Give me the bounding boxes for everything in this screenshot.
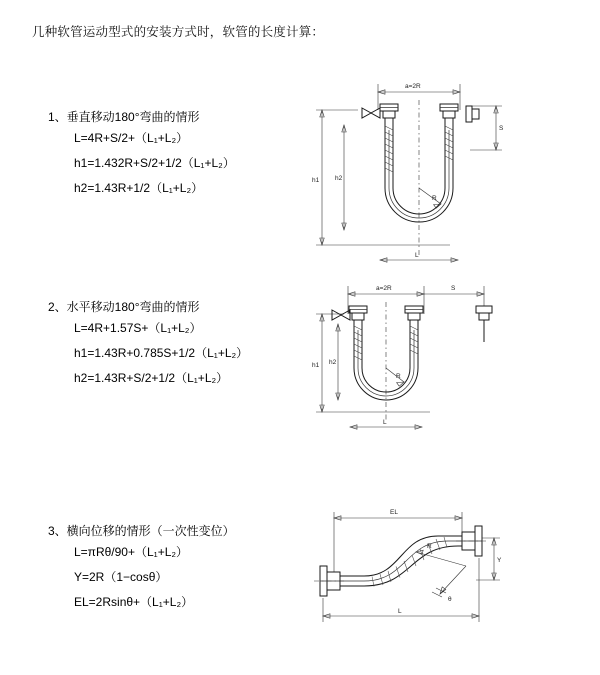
figure-3-radius-leader <box>416 543 466 603</box>
figure-2-flange-right <box>405 306 423 320</box>
section-2-formula-2: h1=1.43R+0.785S+1/2（L₁+L₂） <box>74 346 249 360</box>
figure-1-bottom-dim-label: L <box>415 252 419 259</box>
figure-2-top-dim-label: a=2R <box>376 285 392 292</box>
figure-2-flange-moving <box>476 306 492 342</box>
figure-1-svg <box>300 70 530 285</box>
figure-horizontal-180-bend <box>300 272 530 447</box>
section-1-formula-3: h2=1.43R+1/2（L₁+L₂） <box>74 181 204 195</box>
section-1-formula-2: h1=1.432R+S/2+1/2（L₁+L₂） <box>74 156 235 170</box>
figure-1-left-dim-label: h1 <box>312 177 320 184</box>
figure-1-flange-left <box>380 104 398 118</box>
section-2-formula-1: L=4R+1.57S+（L₁+L₂） <box>74 321 202 335</box>
figure-2-flange-left <box>349 306 367 320</box>
figure-1-flange-right <box>440 104 458 118</box>
figure-2-radius-leader <box>386 368 404 386</box>
figure-3-top-dimension <box>334 509 462 576</box>
figure-1-radius-leader <box>419 188 441 208</box>
figure-2-left-dim-label: h1 <box>312 362 320 369</box>
figure-vertical-180-bend <box>300 70 530 285</box>
figure-lateral-offset <box>290 504 530 639</box>
figure-3-top-dim-label: EL <box>390 509 398 516</box>
figure-2-radius-label: R <box>396 373 401 380</box>
section-3-title: 3、横向位移的情形（一次性变位） <box>48 524 235 538</box>
section-1-title: 1、垂直移动180°弯曲的情形 <box>48 110 200 124</box>
figure-3-svg <box>290 504 530 639</box>
figure-1-left-dimension <box>312 110 450 245</box>
figure-2-anchor-symbol <box>332 310 350 320</box>
figure-2-svg <box>300 272 530 447</box>
figure-1-top-dim-label: a=2R <box>405 83 421 90</box>
section-1-formula-1: L=4R+S/2+（L₁+L₂） <box>74 131 189 145</box>
section-2-text <box>48 298 308 391</box>
figure-1-inner-dimension <box>335 125 346 230</box>
figure-2-bottom-dim-label: L <box>383 419 387 426</box>
figure-1-right-dim-label: S <box>499 125 504 132</box>
figure-1-flange-moving <box>466 106 479 122</box>
figure-3-radius-label: R <box>427 543 432 550</box>
figure-1-inner-dim-label: h2 <box>335 175 343 182</box>
section-3-formula-1: L=πRθ/90+（L₁+L₂） <box>74 545 189 559</box>
figure-3-angle-label: θ <box>448 596 452 603</box>
figure-2-inner-dim-label: h2 <box>329 359 337 366</box>
section-2-formula-3: h2=1.43R+S/2+1/2（L₁+L₂） <box>74 371 229 385</box>
figure-3-corrugation <box>372 537 447 587</box>
section-3-formula-2: Y=2R（1−cosθ） <box>74 570 168 584</box>
figure-3-right-dim-label: Y <box>497 557 502 564</box>
figure-1-radius-label: R <box>432 195 437 202</box>
figure-3-bottom-dim-label: L <box>398 608 402 615</box>
figure-2-top-dim2-label: S <box>451 285 456 292</box>
section-2-title: 2、水平移动180°弯曲的情形 <box>48 300 200 314</box>
figure-3-bottom-dimension <box>323 558 479 622</box>
figure-2-inner-dimension <box>329 324 340 400</box>
page-title: 几种软管运动型式的安装方式时，软管的长度计算： <box>32 25 325 39</box>
section-1-text <box>48 108 308 201</box>
figure-2-bottom-dimension <box>350 419 422 429</box>
section-3-formula-3: EL=2Rsinθ+（L₁+L₂） <box>74 595 194 609</box>
figure-1-anchor-symbol <box>362 108 380 118</box>
section-3-text <box>48 522 308 615</box>
figure-3-hose-outline <box>340 536 462 586</box>
